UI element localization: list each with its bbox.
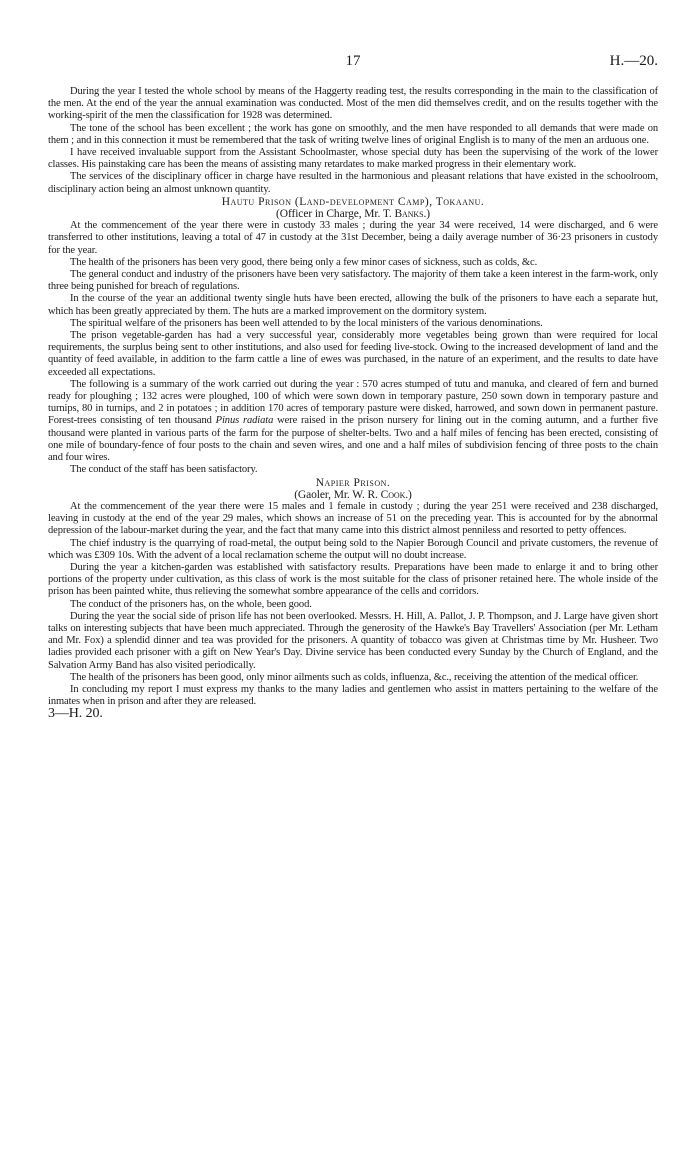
paragraph: The chief industry is the quarrying of road-metal, the output being sold to the Napier Borough Council and private customers, the revenue of which was £309 10s. With the advent of a local reclamation scheme the output will no doubt increase.	[48, 537, 658, 561]
napier-section-title: Napier Prison.	[315, 476, 391, 489]
report-body	[48, 86, 658, 721]
paragraph: At the commencement of the year there were 15 males and 1 female in custody ; during the year 251 were received and 238 discharged, leaving in custody at the end of the year 29 males, which shows an increase of 51 on the preceding year. This is accounted for by the abnormal depression of the labour-market during the year, and the fact that many came into this district almost penniless and resorted to petty offences.	[48, 500, 658, 537]
paragraph: During the year a kitchen-garden was established with satisfactory results. Preparations have been made to enlarge it and to bring other portions of the property under cultivation, as this class of work is the most suitable for the class of prisoner retained here. The whole inside of the prison has been painted white, thus relieving the somewhat sombre appearance of the cells and corridors.	[48, 561, 658, 598]
work-summary-text: were raised in the prison nursery for lining out in the coming autumn, and a further five thousand were planted in various parts of the farm for the purpose of shelter-belts. Two and a half miles of fencing has been erected, consisting of one mile of boundary-fence of four posts to the chain and seven wires, and one and a half miles of subdivision fencing of three posts to the chain and four wires.	[48, 415, 658, 464]
paragraph: The health of the prisoners has been very good, there being only a few minor cases of sickness, such as colds, &c.	[70, 256, 538, 268]
officer-suffix: .)	[405, 488, 412, 501]
page-number: 17	[345, 53, 361, 69]
paragraph: The conduct of the prisoners has, on the whole, been good.	[70, 598, 312, 610]
paragraph: The services of the disciplinary officer in charge have resulted in the harmonious and pleasant relations that have existed in the schoolroom, disciplinary action being an almost unknown quantity.	[48, 171, 658, 195]
paragraph: The tone of the school has been excellent ; the work has gone on smoothly, and the men have responded to all demands that were made on them ; and in this connection it must be remembered that the task of writing twelve lines of original English is to many of the men an arduous one.	[48, 122, 658, 146]
officer-suffix: .)	[423, 208, 430, 221]
paragraph: During the year I tested the whole school by means of the Haggerty reading test, the results corresponding in the main to the classification of the men. At the end of the year the annual examination was conducted. Most of the men did themselves credit, and on the results together with the working-spirit of the men the classification for 1928 was determined.	[48, 86, 658, 122]
hautu-section-title: Hautu Prison (Land-development Camp), Tokaanu.	[221, 195, 485, 208]
paragraph: The health of the prisoners has been good, only minor ailments such as colds, influenza, &c., receiving the attention of the medical officer.	[70, 671, 639, 683]
paragraph: In the course of the year an additional twenty single huts have been erected, allowing the bulk of the prisoners to have each a separate hut, which has been greatly appreciated by them. The huts are a marked improvement on the dormitory system.	[48, 293, 658, 317]
work-summary-text: The following is a summary of the work carried out during the year : 570 acres stumped of tutu and manuka, and cleared of fern and burned ready for ploughing ; 132 acres were ploughed, 100 of which were sown down in temporary pasture, 250 sown down in temporary pasture and turnips, 80 in turnips, and 2 in potatoes ; in addition 170 acres of temporary pasture were disked, harrowed, and sown down in permanent pasture. Forest-trees consisting of ten thousand	[48, 378, 658, 427]
officer-prefix: (Officer in Charge, Mr. T.	[276, 208, 395, 221]
paragraph: The spiritual welfare of the prisoners has been well attended to by the local ministers of the various denominations.	[70, 317, 543, 329]
page-header	[48, 53, 658, 73]
officer-prefix: (Gaoler, Mr. W. R.	[294, 488, 381, 501]
paragraph: The prison vegetable-garden has had a very successful year, considerably more vegetables being grown than were required for local requirements, the surplus being sent to other institutions, and also used for feeding live-stock. Owing to the increased development of land and the quantity of feed available, in addition to the farm cattle a line of ewes was purchased, in the nature of an experiment, and the results to date have exceeded all expectations.	[48, 330, 658, 378]
work-summary-paragraph	[48, 379, 658, 464]
officer-surname: Banks	[394, 208, 424, 221]
paragraph: The conduct of the staff has been satisfactory.	[70, 464, 258, 476]
paragraph: I have received invaluable support from the Assistant Schoolmaster, whose special duty has been the supervising of the work of the lower classes. His painstaking care has been the means of assisting many retardates to make marked progress in their elementary work.	[48, 147, 658, 171]
species-name: Pinus radiata	[215, 415, 274, 427]
officer-surname: Cook	[380, 488, 406, 501]
paragraph: In concluding my report I must express my thanks to the many ladies and gentlemen who assist in matters pertaining to the welfare of the inmates when in prison and after they are released.	[48, 683, 658, 708]
report-code: H.—20.	[609, 53, 658, 69]
hautu-officer-line	[48, 208, 658, 220]
paragraph: During the year the social side of prison life has not been overlooked. Messrs. H. Hill, A. Pallot, J. P. Thompson, and J. Large have given short talks on interesting subjects that have been much appreciated. Through the generosity of the Hawke's Bay Travellers' Association (per Mr. Letham and Mr. Fox) a splendid dinner and tea was provided for the prisoners. A quantity of tobacco was given at Christmas time by Mr. Husheer. Two ladies provided each prisoner with a gift on New Year's Day. Divine service has been conducted every Sunday by the Church of England, and the Salvation Army Band has also visited periodically.	[48, 610, 658, 671]
paragraph: The general conduct and industry of the prisoners have been very satisfactory. The majority of them take a keen interest in the farm-work, only three being punished for breach of regulations.	[48, 269, 658, 293]
paragraph: At the commencement of the year there were in custody 33 males ; during the year 34 were received, 14 were discharged, and 6 were transferred to other institutions, leaving a total of 47 in custody at the 31st December, being a daily average number of 36·23 prisoners in custody for the year.	[48, 220, 658, 256]
napier-officer-line	[48, 489, 658, 501]
signature-mark: 3—H. 20.	[48, 706, 103, 722]
